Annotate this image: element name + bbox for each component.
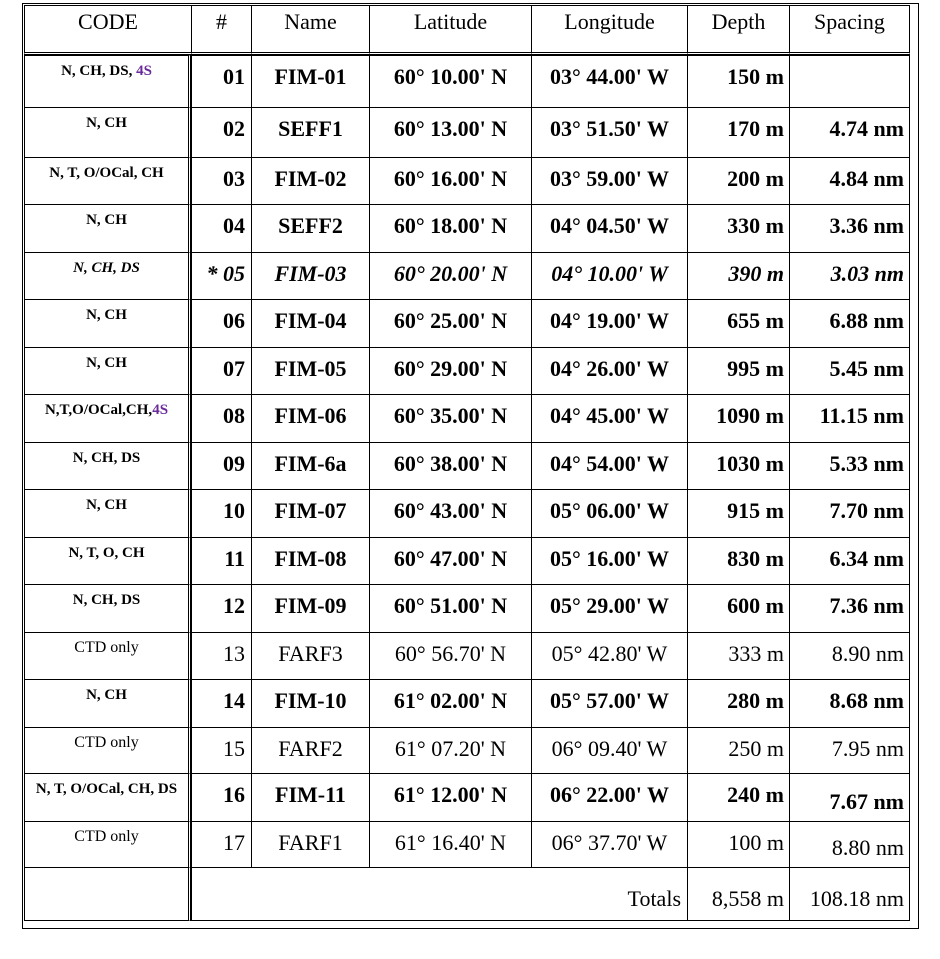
spacing-cell: 6.88 nm xyxy=(789,299,910,347)
station-number-cell: * 05 xyxy=(191,252,251,299)
longitude-cell: 05° 57.00' W xyxy=(531,679,687,727)
code-text: N, CH xyxy=(86,307,127,323)
depth-cell: 830 m xyxy=(687,537,789,584)
station-number-cell: 06 xyxy=(191,299,251,347)
code-cell xyxy=(24,727,191,773)
spacing-cell: 8.90 nm xyxy=(789,632,910,679)
depth-cell: 200 m xyxy=(687,157,789,204)
code-text: N, T, O/OCal, CH xyxy=(49,165,164,181)
latitude-cell: 60° 16.00' N xyxy=(369,157,531,204)
longitude-cell: 03° 59.00' W xyxy=(531,157,687,204)
table-row xyxy=(24,489,910,537)
table-row xyxy=(24,55,910,107)
code-text: N,T,O/OCal,CH, xyxy=(44,402,153,418)
code-cell xyxy=(24,394,191,442)
header-row xyxy=(24,5,910,55)
depth-cell: 390 m xyxy=(687,252,789,299)
code-text: CTD only xyxy=(74,639,139,656)
latitude-cell: 60° 29.00' N xyxy=(369,347,531,394)
spacing-cell: 7.36 nm xyxy=(789,584,910,632)
table-row xyxy=(24,252,910,299)
depth-cell: 330 m xyxy=(687,204,789,252)
code-text: N, CH xyxy=(86,355,127,371)
depth-cell: 915 m xyxy=(687,489,789,537)
depth-cell: 170 m xyxy=(687,107,789,157)
station-number-cell: 12 xyxy=(191,584,251,632)
latitude-cell: 60° 20.00' N xyxy=(369,252,531,299)
header-depth: Depth xyxy=(687,5,789,55)
spacing-cell: 4.84 nm xyxy=(789,157,910,204)
station-number-cell: 17 xyxy=(191,821,251,867)
latitude-cell: 60° 51.00' N xyxy=(369,584,531,632)
station-table xyxy=(24,5,910,921)
longitude-cell: 04° 26.00' W xyxy=(531,347,687,394)
station-name-cell: SEFF2 xyxy=(251,204,369,252)
longitude-cell: 06° 37.70' W xyxy=(531,821,687,867)
latitude-cell: 61° 07.20' N xyxy=(369,727,531,773)
station-name-cell: FIM-10 xyxy=(251,679,369,727)
longitude-cell: 03° 44.00' W xyxy=(531,55,687,107)
longitude-cell: 05° 42.80' W xyxy=(531,632,687,679)
depth-cell: 240 m xyxy=(687,773,789,821)
table-row xyxy=(24,727,910,773)
longitude-cell: 04° 10.00' W xyxy=(531,252,687,299)
station-name-cell: FARF2 xyxy=(251,727,369,773)
latitude-cell: 60° 18.00' N xyxy=(369,204,531,252)
station-number-cell: 07 xyxy=(191,347,251,394)
longitude-cell: 04° 19.00' W xyxy=(531,299,687,347)
spacing-cell: 3.03 nm xyxy=(789,252,910,299)
code-cell xyxy=(24,204,191,252)
code-cell xyxy=(24,584,191,632)
station-number-cell: 13 xyxy=(191,632,251,679)
station-name-cell: SEFF1 xyxy=(251,107,369,157)
station-number-cell: 16 xyxy=(191,773,251,821)
table-row xyxy=(24,821,910,867)
latitude-cell: 60° 43.00' N xyxy=(369,489,531,537)
latitude-cell: 60° 13.00' N xyxy=(369,107,531,157)
longitude-cell: 06° 22.00' W xyxy=(531,773,687,821)
code-cell xyxy=(24,347,191,394)
depth-cell: 150 m xyxy=(687,55,789,107)
depth-cell: 333 m xyxy=(687,632,789,679)
table-row xyxy=(24,773,910,821)
code-cell xyxy=(24,821,191,867)
depth-cell: 600 m xyxy=(687,584,789,632)
station-name-cell: FIM-04 xyxy=(251,299,369,347)
code-cell xyxy=(24,537,191,584)
station-name-cell: FIM-01 xyxy=(251,55,369,107)
totals-row xyxy=(24,867,910,921)
code-extra-text: 4S xyxy=(152,402,169,418)
station-number-cell: 11 xyxy=(191,537,251,584)
spacing-cell: 3.36 nm xyxy=(789,204,910,252)
spacing-cell: 8.68 nm xyxy=(789,679,910,727)
table-row xyxy=(24,584,910,632)
latitude-cell: 61° 02.00' N xyxy=(369,679,531,727)
latitude-cell: 60° 38.00' N xyxy=(369,442,531,489)
table-row xyxy=(24,679,910,727)
latitude-cell: 60° 35.00' N xyxy=(369,394,531,442)
code-text: CTD only xyxy=(74,734,139,751)
code-text: N, CH, DS xyxy=(73,260,140,276)
code-cell xyxy=(24,442,191,489)
depth-cell: 250 m xyxy=(687,727,789,773)
station-name-cell: FIM-6a xyxy=(251,442,369,489)
table-row xyxy=(24,107,910,157)
longitude-cell: 05° 16.00' W xyxy=(531,537,687,584)
station-number-cell: 01 xyxy=(191,55,251,107)
spacing-cell: 7.67 nm xyxy=(789,773,910,821)
code-text: N, CH xyxy=(86,497,127,513)
spacing-cell: 7.95 nm xyxy=(789,727,910,773)
depth-cell: 1090 m xyxy=(687,394,789,442)
depth-cell: 100 m xyxy=(687,821,789,867)
station-name-cell: FARF1 xyxy=(251,821,369,867)
station-name-cell: FARF3 xyxy=(251,632,369,679)
longitude-cell: 03° 51.50' W xyxy=(531,107,687,157)
latitude-cell: 60° 25.00' N xyxy=(369,299,531,347)
header-name: Name xyxy=(251,5,369,55)
longitude-cell: 04° 04.50' W xyxy=(531,204,687,252)
table-row xyxy=(24,632,910,679)
totals-blank-cell xyxy=(24,867,191,921)
latitude-cell: 61° 16.40' N xyxy=(369,821,531,867)
station-number-cell: 04 xyxy=(191,204,251,252)
code-text: N, CH, DS xyxy=(72,592,141,608)
longitude-cell: 04° 45.00' W xyxy=(531,394,687,442)
latitude-cell: 60° 47.00' N xyxy=(369,537,531,584)
code-cell xyxy=(24,679,191,727)
station-number-cell: 08 xyxy=(191,394,251,442)
table-row xyxy=(24,204,910,252)
spacing-cell xyxy=(789,55,910,107)
code-cell xyxy=(24,489,191,537)
station-number-cell: 09 xyxy=(191,442,251,489)
header-longitude: Longitude xyxy=(531,5,687,55)
code-text: N, T, O, CH xyxy=(68,545,145,561)
station-number-cell: 14 xyxy=(191,679,251,727)
code-cell xyxy=(24,157,191,204)
table-row xyxy=(24,442,910,489)
code-text: N, CH, DS, xyxy=(61,63,137,79)
table-row xyxy=(24,394,910,442)
code-text: N, T, O/OCal, CH, DS xyxy=(35,781,178,797)
spacing-cell: 7.70 nm xyxy=(789,489,910,537)
table-row xyxy=(24,299,910,347)
table-row xyxy=(24,347,910,394)
station-name-cell: FIM-03 xyxy=(251,252,369,299)
header-spacing: Spacing xyxy=(789,5,910,55)
longitude-cell: 05° 29.00' W xyxy=(531,584,687,632)
station-number-cell: 15 xyxy=(191,727,251,773)
code-text: N, CH, DS xyxy=(72,450,141,466)
code-cell xyxy=(24,299,191,347)
station-name-cell: FIM-02 xyxy=(251,157,369,204)
station-number-cell: 03 xyxy=(191,157,251,204)
station-name-cell: FIM-08 xyxy=(251,537,369,584)
spacing-cell: 5.45 nm xyxy=(789,347,910,394)
spacing-cell: 8.80 nm xyxy=(789,821,910,867)
code-cell xyxy=(24,55,191,107)
depth-cell: 995 m xyxy=(687,347,789,394)
totals-label: Totals xyxy=(191,867,687,921)
spacing-cell: 5.33 nm xyxy=(789,442,910,489)
longitude-cell: 05° 06.00' W xyxy=(531,489,687,537)
code-cell xyxy=(24,773,191,821)
depth-cell: 1030 m xyxy=(687,442,789,489)
code-cell xyxy=(24,252,191,299)
table-row xyxy=(24,537,910,584)
spacing-cell: 6.34 nm xyxy=(789,537,910,584)
station-name-cell: FIM-11 xyxy=(251,773,369,821)
header-code: CODE xyxy=(24,5,191,55)
code-text: N, CH xyxy=(86,212,127,228)
header-num: # xyxy=(191,5,251,55)
longitude-cell: 04° 54.00' W xyxy=(531,442,687,489)
station-name-cell: FIM-06 xyxy=(251,394,369,442)
code-cell xyxy=(24,632,191,679)
code-cell xyxy=(24,107,191,157)
latitude-cell: 60° 56.70' N xyxy=(369,632,531,679)
code-text: CTD only xyxy=(74,828,139,845)
totals-depth: 8,558 m xyxy=(687,867,789,921)
latitude-cell: 61° 12.00' N xyxy=(369,773,531,821)
code-text: N, CH xyxy=(86,115,127,131)
spacing-cell: 11.15 nm xyxy=(789,394,910,442)
station-name-cell: FIM-07 xyxy=(251,489,369,537)
longitude-cell: 06° 09.40' W xyxy=(531,727,687,773)
station-name-cell: FIM-05 xyxy=(251,347,369,394)
depth-cell: 280 m xyxy=(687,679,789,727)
totals-spacing: 108.18 nm xyxy=(789,867,910,921)
depth-cell: 655 m xyxy=(687,299,789,347)
header-latitude: Latitude xyxy=(369,5,531,55)
station-number-cell: 10 xyxy=(191,489,251,537)
station-name-cell: FIM-09 xyxy=(251,584,369,632)
latitude-cell: 60° 10.00' N xyxy=(369,55,531,107)
code-extra-text: 4S xyxy=(136,63,152,79)
spacing-cell: 4.74 nm xyxy=(789,107,910,157)
table-row xyxy=(24,157,910,204)
code-text: N, CH xyxy=(86,687,127,703)
station-number-cell: 02 xyxy=(191,107,251,157)
